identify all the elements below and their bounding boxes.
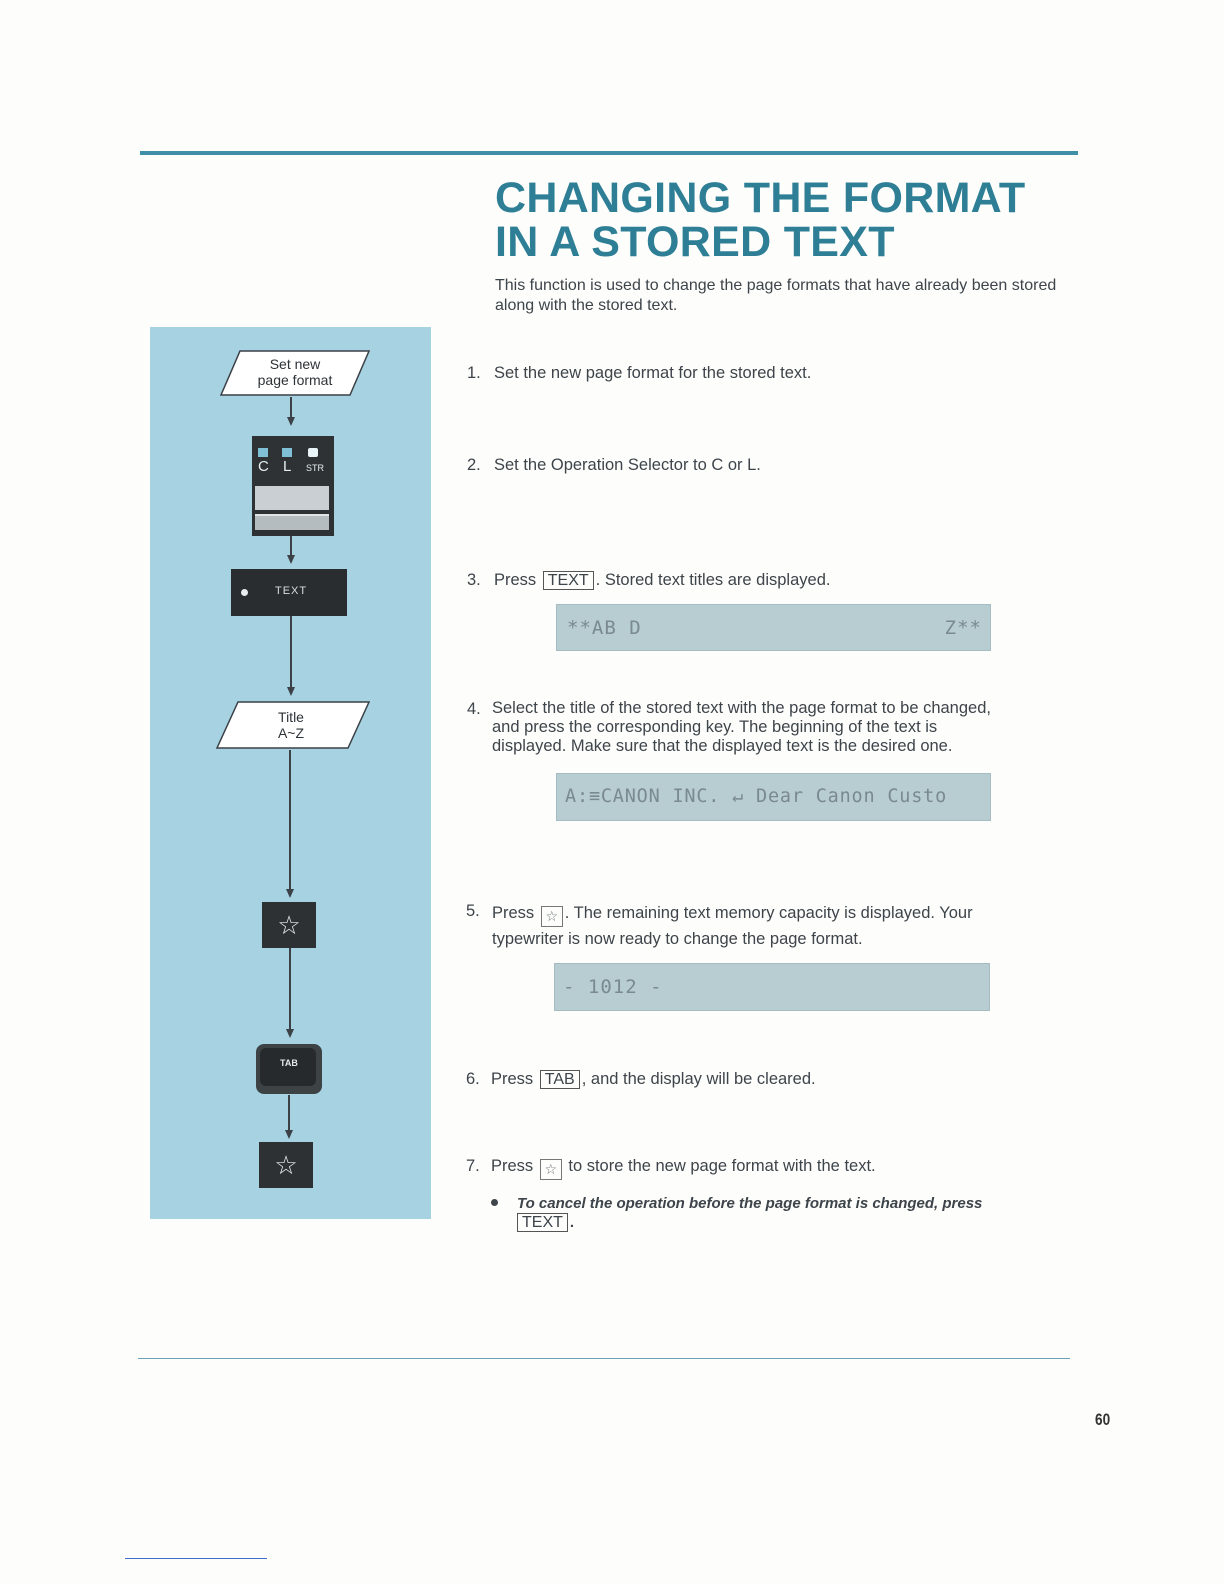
operation-selector: [252, 436, 334, 536]
display-title-list: [556, 604, 991, 651]
star-icon: ☆: [541, 906, 563, 927]
cancel-note: To cancel the operation before the page format is changed, press TEXT .: [517, 1195, 983, 1231]
step-2: [467, 455, 1067, 477]
flow-line: [289, 750, 291, 890]
set-format-label: Set new page format: [257, 356, 333, 388]
display-text-start: [556, 773, 991, 821]
flow-arrow: [286, 889, 294, 898]
step-1: [467, 363, 1067, 385]
flow-arrow: [287, 555, 295, 564]
flow-arrow: [285, 1130, 293, 1139]
bottom-rule: [138, 1358, 1070, 1359]
step-text: Press ☆ . The remaining text memory capacity is displayed. Your typewriter is now ready to change the page format.: [492, 904, 973, 948]
selector-l-label: L: [283, 458, 292, 475]
selector-str-label: STR: [306, 463, 324, 473]
flow-line: [290, 616, 292, 688]
step-text: Press ☆ to store the new page format with the text.: [491, 1156, 876, 1180]
step-text: Set the new page format for the stored text.: [494, 364, 812, 382]
tab-key-illustration: [256, 1044, 322, 1094]
step-5: [466, 901, 1076, 947]
step-text: Press TEXT . Stored text titles are displayed.: [494, 571, 831, 589]
display-text: - 1012 -: [563, 976, 663, 998]
flow-arrow: [287, 687, 295, 696]
display-memory-capacity: [554, 963, 990, 1011]
step-number: 6.: [466, 1070, 480, 1088]
step-number: 1.: [467, 364, 481, 382]
step-number: 2.: [467, 456, 481, 474]
star-key-illustration: [259, 1142, 313, 1188]
title-select-label: Title A~Z: [277, 709, 305, 741]
selector-c-label: C: [258, 458, 269, 475]
step-number: 3.: [467, 571, 481, 589]
flow-arrow: [287, 417, 295, 426]
title-line-2: IN A STORED TEXT: [495, 218, 895, 266]
star-icon: ☆: [277, 910, 301, 940]
top-rule: [140, 151, 1078, 155]
page-number: 60: [1095, 1410, 1111, 1429]
step-text: Select the title of the stored text with the page format to be changed, and press the corresponding key. The beginning of the text is displayed. Make sure that the displayed text is the desired one.: [492, 699, 991, 755]
step-text: Set the Operation Selector to C or L.: [494, 456, 761, 474]
text-key: TEXT: [517, 1213, 568, 1232]
step-6: [466, 1069, 1066, 1091]
star-key-illustration: [262, 902, 316, 948]
display-left-text: **AB D: [567, 617, 642, 639]
set-format-box: [220, 350, 370, 396]
text-key-illustration: [231, 569, 347, 616]
text-key: TEXT: [543, 571, 594, 590]
flow-line: [289, 948, 291, 1030]
step-number: 5.: [466, 902, 480, 920]
flow-arrow: [286, 1029, 294, 1038]
bullet-icon: [491, 1199, 498, 1206]
title-line-1: CHANGING THE FORMAT: [495, 174, 1026, 222]
flow-line: [288, 1095, 290, 1131]
flowchart-panel: [150, 327, 431, 1219]
tab-key-label: TAB: [280, 1058, 298, 1068]
footer-rule: [125, 1558, 267, 1559]
flow-line: [290, 397, 292, 419]
display-right-text: Z**: [944, 617, 982, 639]
text-key-label: TEXT: [275, 585, 308, 597]
step-text: Press TAB , and the display will be cleared.: [491, 1070, 816, 1088]
display-text: A:≡CANON INC. ↵ Dear Canon Custo: [565, 786, 948, 807]
tab-key: TAB: [540, 1070, 580, 1089]
step-7: [466, 1156, 1066, 1180]
flow-line: [290, 536, 292, 556]
step-3: [467, 570, 1067, 592]
step-number: 7.: [466, 1157, 480, 1175]
title-select-box: [216, 701, 370, 749]
star-icon: ☆: [540, 1159, 562, 1180]
star-icon: ☆: [274, 1150, 298, 1180]
step-number: 4.: [467, 700, 481, 718]
page-title: [495, 176, 1135, 264]
intro-paragraph: This function is used to change the page formats that have already been stored along with the stored text.: [495, 277, 1057, 314]
step-4: [467, 699, 1077, 761]
